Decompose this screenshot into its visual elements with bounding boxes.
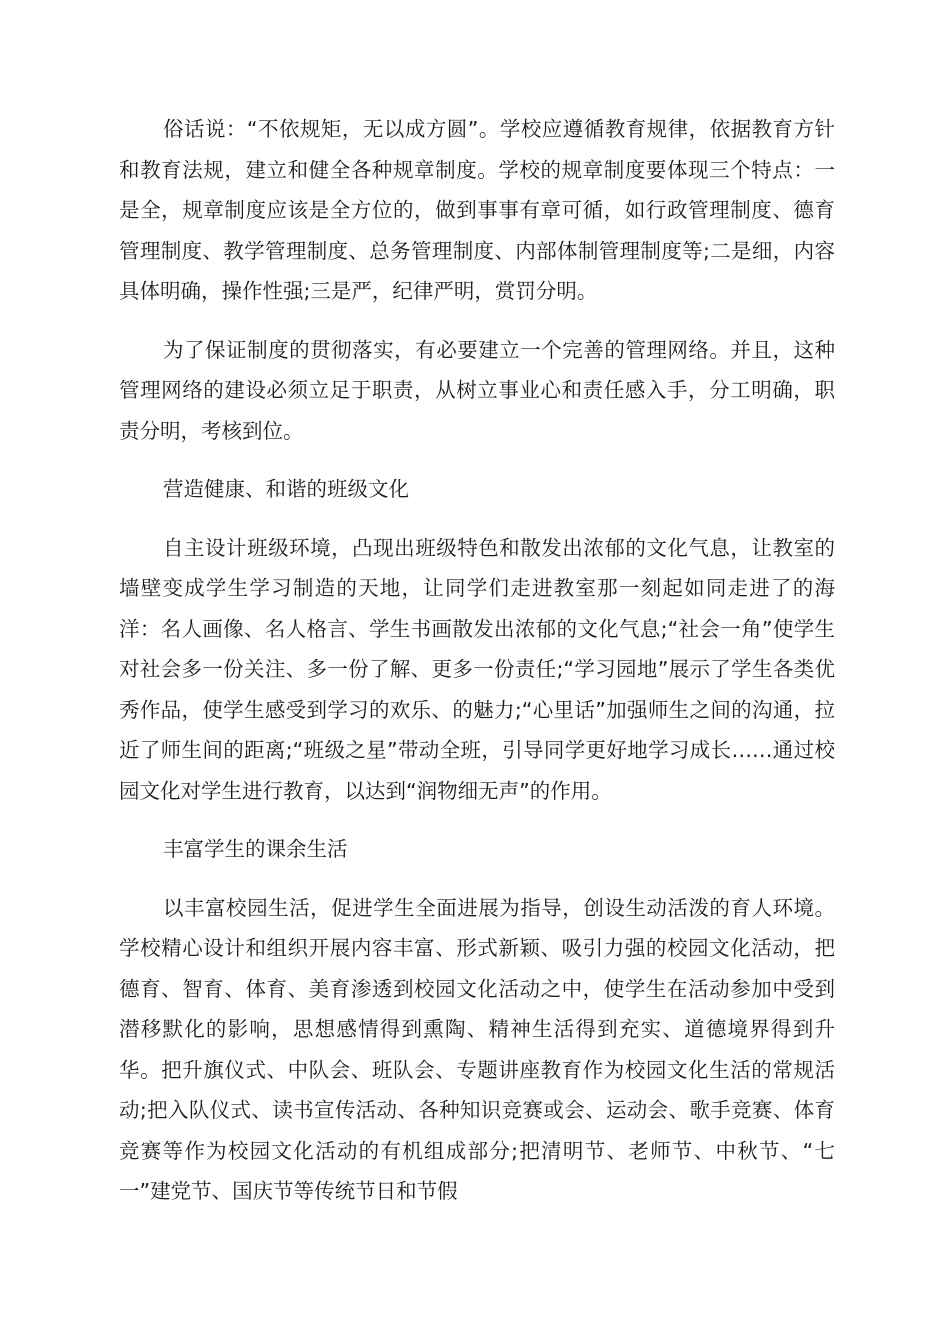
section-heading-class-culture: 营造健康、和谐的班级文化: [163, 477, 409, 501]
paragraph-class-environment: 自主设计班级环境，凸现出班级特色和散发出浓郁的文化气息，让教室的墙壁变成学生学习制造的天地，让同学们走进教室那一刻起如同走进了的海洋：名人画像、名人格言、学生书画散发出浓郁的文化气息;“社会一角”使学生对社会多一份关注、多一份了解、更多一份责任;“学习园地”展示了学生各类优秀作品，使学生感受到学习的欢乐、的魅力;“心里话”加强师生之间的沟通，拉近了师生间的距离;“班级之星”带动全班，引导同学更好地学习成长……通过校园文化对学生进行教育，以达到“润物细无声”的作用。: [119, 535, 835, 803]
paragraph-regulations: 俗话说：“不依规矩，无以成方圆”。学校应遵循教育规律，依据教育方针和教育法规，建立和健全各种规章制度。学校的规章制度要体现三个特点：一是全，规章制度应该是全方位的，做到事事有章可循，如行政管理制度、德育管理制度、教学管理制度、总务管理制度、内部体制管理制度等;二是细，内容具体明确，操作性强;三是严，纪律严明，赏罚分明。: [119, 117, 835, 303]
section-heading-extracurricular: 丰富学生的课余生活: [163, 837, 348, 861]
paragraph-management-network: 为了保证制度的贯彻落实，有必要建立一个完善的管理网络。并且，这种管理网络的建设必须立足于职责，从树立事业心和责任感入手，分工明确，职责分明，考核到位。: [119, 337, 835, 443]
paragraph-campus-activities: 以丰富校园生活，促进学生全面进展为指导，创设生动活泼的育人环境。学校精心设计和组织开展内容丰富、形式新颖、吸引力强的校园文化活动，把德育、智育、体育、美育渗透到校园文化活动之中，使学生在活动参加中受到潜移默化的影响，思想感情得到熏陶、精神生活得到充实、道德境界得到升华。把升旗仪式、中队会、班队会、专题讲座教育作为校园文化生活的常规活动;把入队仪式、读书宣传活动、各种知识竞赛或会、运动会、歌手竞赛、体育竞赛等作为校园文化活动的有机组成部分;把清明节、老师节、中秋节、“七一”建党节、国庆节等传统节日和节假: [119, 895, 835, 1203]
document-body: [119, 109, 835, 1230]
